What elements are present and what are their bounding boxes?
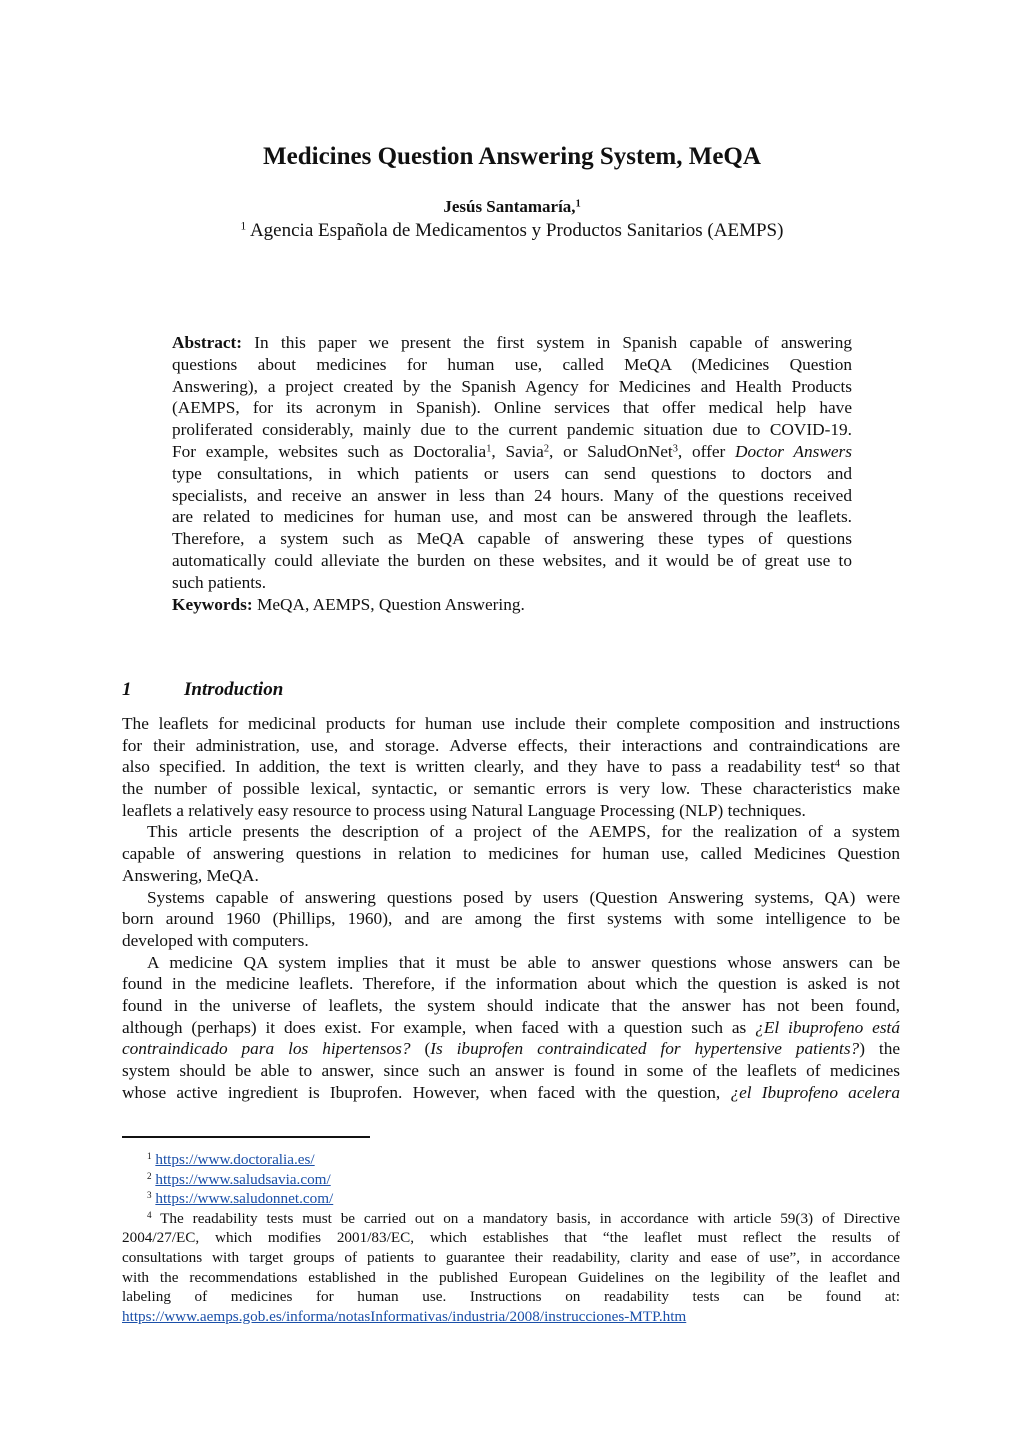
text-line	[122, 908, 900, 930]
text-line	[122, 1268, 900, 1288]
text-line	[122, 1017, 900, 1039]
section-title: Introduction	[184, 679, 284, 700]
text: Therefore, a system such as MeQA capable of answering these types of questions	[172, 529, 852, 549]
footnotes	[122, 1150, 900, 1326]
text-line	[172, 463, 852, 485]
text: so that	[840, 757, 901, 777]
text: The leaflets for medicinal products for human use include their complete composition and instructions	[122, 714, 900, 733]
text-line	[122, 1189, 900, 1209]
section-heading-introduction	[122, 679, 283, 701]
footnote-link[interactable]: https://www.aemps.gob.es/informa/notasInformativas/industria/2008/instrucciones-MTP.htm	[122, 1307, 687, 1325]
text-line	[122, 843, 900, 865]
italic-text: Is ibuprofen contraindicated for hypertensive patients?	[430, 1039, 860, 1059]
text-line	[122, 952, 900, 974]
paragraph	[122, 1189, 900, 1209]
affiliation-mark: 1	[240, 220, 247, 233]
text: found in the medicine leaflets. Therefore, if the information about which the question is asked is not	[122, 974, 900, 994]
paragraph	[122, 1209, 900, 1327]
text-line	[122, 1060, 900, 1082]
footnote-mark: 1	[486, 443, 492, 455]
text: for their administration, use, and storage. Adverse effects, their interactions and contraindications are	[122, 735, 900, 755]
text-line	[122, 1082, 900, 1104]
text-line	[122, 821, 900, 843]
footnote-mark: 1	[147, 1150, 152, 1161]
author-name: Jesús Santamaría,	[443, 197, 576, 216]
abstract	[172, 332, 852, 615]
text-line	[122, 735, 900, 757]
text: Systems capable of answering questions posed by users (Question Answering systems, QA) were	[147, 887, 900, 907]
text: labeling of medicines for human use. Instructions on readability tests can be found at:	[122, 1288, 900, 1306]
paragraph	[122, 952, 900, 1126]
paragraph	[122, 1150, 900, 1170]
text: , or SaludOnNet	[549, 441, 673, 461]
text: are related to medicines for human use, and most can be answered through the leaflets.	[172, 507, 852, 527]
text-line	[122, 756, 900, 778]
text-line	[122, 995, 900, 1017]
text: Answering), a project created by the Spanish Agency for Medicines and Health Products	[172, 376, 852, 396]
affiliation-text: Agencia Española de Medicamentos y Productos Sanitarios (AEMPS)	[246, 220, 784, 241]
footnote-mark: 4	[147, 1209, 152, 1220]
paragraph	[122, 821, 900, 886]
text: (AEMPS, for its acronym in Spanish). Online services that offer medical help have	[172, 398, 852, 418]
text-line	[172, 485, 852, 507]
italic-text: ¿El ibuprofeno está	[755, 1017, 900, 1037]
text-line	[122, 1287, 900, 1307]
footnote-link[interactable]: https://www.saludonnet.com/	[155, 1190, 334, 1208]
text: such patients.	[172, 572, 267, 592]
bold-label: Abstract:	[172, 333, 243, 352]
italic-text: contraindicado para los hipertensos?	[122, 1039, 411, 1059]
footnote-mark: 2	[147, 1170, 152, 1181]
introduction-body	[122, 713, 900, 1125]
text: automatically could alleviate the burden on these websites, and it would be of great use to	[172, 550, 852, 570]
text-line	[122, 1228, 900, 1248]
footnote-mark: 3	[672, 443, 678, 455]
text-line	[122, 1307, 900, 1327]
footnote-divider	[122, 1136, 370, 1138]
text: system should be able to answer, since such an answer is found in some of the leaflets of medicines	[122, 1061, 900, 1080]
text: A medicine QA system implies that it must be able to answer questions whose answers can be	[147, 952, 900, 972]
text: 2004/27/EC, which modifies 2001/83/EC, which establishes that “the leaflet must reflect the results of	[122, 1229, 900, 1247]
text-line	[122, 973, 900, 995]
text: ) the	[859, 1039, 901, 1059]
text-line	[172, 397, 852, 419]
text: This article presents the description of a project of the AEMPS, for the realization of a system	[147, 822, 900, 842]
text-line	[172, 332, 852, 354]
bold-label: Keywords:	[172, 594, 253, 614]
text-line	[122, 1248, 900, 1268]
text: with the recommendations established in the published European Guidelines on the legibility of the leaflet and	[122, 1268, 900, 1286]
footnote-link[interactable]: https://www.saludsavia.com/	[155, 1170, 331, 1188]
paragraph	[172, 332, 852, 594]
text: , offer	[677, 441, 736, 461]
author	[0, 197, 1024, 217]
italic-text: Doctor Answers	[735, 441, 852, 461]
text: MeQA, AEMPS, Question Answering.	[252, 594, 525, 614]
paragraph	[172, 594, 852, 616]
text-line	[122, 713, 900, 735]
text-line	[172, 550, 852, 572]
affiliation	[0, 220, 1024, 242]
text: The readability tests must be carried out on a mandatory basis, in accordance with article 59(3) of Directive	[151, 1209, 900, 1227]
text-line	[172, 376, 852, 398]
text-line	[122, 887, 900, 909]
author-affiliation-mark: 1	[575, 198, 581, 210]
text: whose active ingredient is Ibuprofen. However, when faced with the question,	[122, 1082, 731, 1102]
text: leaflets a relatively easy resource to process using Natural Language Processing (NLP) techniques.	[122, 800, 806, 820]
text: proliferated considerably, mainly due to the current pandemic situation due to COVID-19.	[172, 420, 852, 440]
paragraph	[122, 713, 900, 821]
text-line	[122, 1170, 900, 1190]
text-line	[172, 441, 852, 463]
text: For example, websites such as Doctoralia	[172, 441, 487, 461]
text: also specified. In addition, the text is written clearly, and they have to pass a readability test	[122, 757, 835, 777]
text-line	[172, 594, 852, 616]
text: found in the universe of leaflets, the system should indicate that the answer has not been found,	[122, 995, 900, 1015]
text: Answering, MeQA.	[122, 865, 259, 885]
text-line	[122, 930, 900, 952]
text: although (perhaps) it does exist. For example, when faced with a question such as	[122, 1017, 756, 1037]
text-line	[122, 778, 900, 800]
text: questions about medicines for human use, called MeQA (Medicines Question	[172, 354, 852, 374]
footnote-mark: 3	[147, 1190, 152, 1201]
text: the number of possible lexical, syntactic, or semantic errors is very low. These characteristics make	[122, 779, 900, 799]
text: In this paper we present the first system in Spanish capable of answering	[242, 333, 852, 352]
text: capable of answering questions in relation to medicines for human use, called Medicines Question	[122, 844, 900, 864]
paragraph	[122, 1170, 900, 1190]
paragraph	[122, 887, 900, 952]
paper-title: Medicines Question Answering System, MeQA	[263, 143, 761, 170]
text-line	[122, 1103, 900, 1125]
text-line	[172, 572, 852, 594]
footnote-link[interactable]: https://www.doctoralia.es/	[155, 1151, 315, 1168]
text: specialists, and receive an answer in less than 24 hours. Many of the questions received	[172, 485, 852, 505]
text-line	[122, 865, 900, 887]
footnote-mark: 4	[834, 758, 841, 770]
footnote-mark: 2	[543, 443, 550, 455]
text: developed with computers.	[122, 930, 309, 950]
section-number: 1	[122, 679, 132, 700]
text-line	[172, 506, 852, 528]
text: consultations with target groups of patients to guarantee their readability, clarity and ease of use”, in accordance	[122, 1248, 900, 1266]
text: born around 1960 (Phillips, 1960), and are among the first systems with some intelligence to be	[122, 909, 900, 929]
text: , Savia	[491, 441, 544, 461]
text-line	[122, 1150, 900, 1170]
text-line	[172, 419, 852, 441]
text-line	[172, 354, 852, 376]
text: type consultations, in which patients or users can send questions to doctors and	[172, 463, 852, 483]
text-line	[122, 800, 900, 822]
text: (	[410, 1039, 431, 1059]
text-line	[122, 1209, 900, 1229]
text-line	[172, 528, 852, 550]
text-line	[122, 1038, 900, 1060]
italic-text: ¿el Ibuprofeno acelera	[730, 1082, 901, 1102]
